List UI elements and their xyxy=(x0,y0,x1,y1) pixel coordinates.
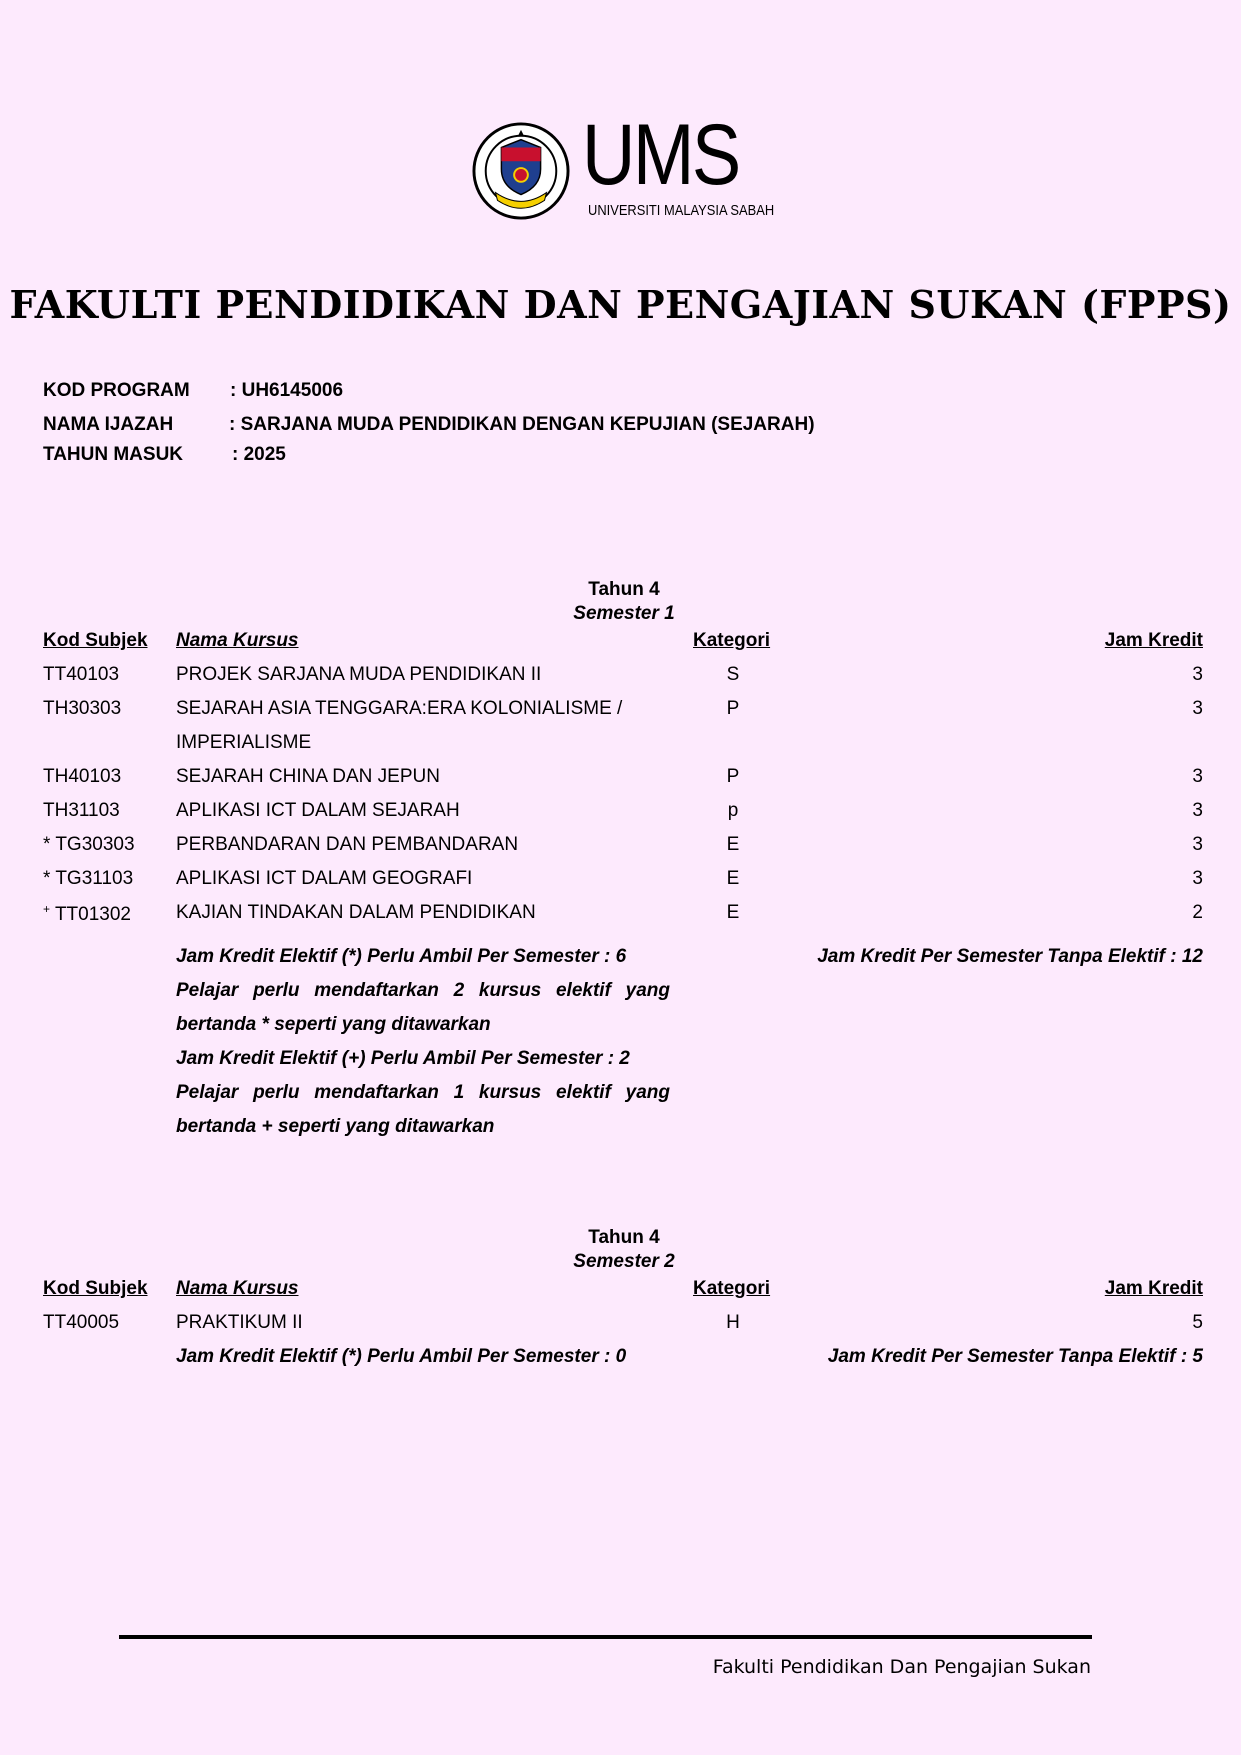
sem1-row-kod: * TG30303 xyxy=(43,834,135,855)
kod-program-value: : UH6145006 xyxy=(230,380,344,401)
sem1-row-nama: PERBANDARAN DAN PEMBANDARAN xyxy=(176,834,519,855)
sem1-row-kategori: S xyxy=(726,664,740,685)
sem1-row-kategori: E xyxy=(726,834,740,855)
sem1-row-jam: 3 xyxy=(1192,834,1203,855)
sem2-row-nama: PRAKTIKUM II xyxy=(176,1312,303,1333)
sem1-elective-star-instruction-cont: bertanda * seperti yang ditawarkan xyxy=(176,1014,491,1035)
sem1-tahun: Tahun 4 xyxy=(588,579,660,600)
ums-seal-icon xyxy=(472,122,570,220)
sem1-semester: Semester 1 xyxy=(573,603,675,624)
sem1-row-nama: SEJARAH CHINA DAN JEPUN xyxy=(176,766,440,787)
sem1-row-kod: * TG31103 xyxy=(43,868,134,889)
sem1-elective-plus-instruction: Pelajar perlu mendaftarkan 1 kursus elektif yang xyxy=(176,1082,670,1103)
col-kod-subjek: Kod Subjek xyxy=(43,1278,148,1299)
col-kategori: Kategori xyxy=(693,1278,771,1299)
col-jam-kredit: Jam Kredit xyxy=(1104,630,1203,651)
sem2-total-credit: Jam Kredit Per Semester Tanpa Elektif : 5 xyxy=(827,1346,1203,1367)
sem2-elective-star-credit: Jam Kredit Elektif (*) Perlu Ambil Per Semester : 0 xyxy=(176,1346,627,1367)
sem1-row-jam: 3 xyxy=(1192,766,1203,787)
col-kod-subjek: Kod Subjek xyxy=(43,630,148,651)
sem1-row-kategori: E xyxy=(726,902,740,923)
sem1-row-kod xyxy=(43,902,131,926)
sem1-row-kategori: p xyxy=(727,800,739,821)
sem1-row-nama-cont: IMPERIALISME xyxy=(176,732,312,753)
sem1-row-kategori: P xyxy=(726,698,740,719)
faculty-title: FAKULTI PENDIDIKAN DAN PENGAJIAN SUKAN (FPPS) xyxy=(9,282,1232,327)
tahun-masuk-value: : 2025 xyxy=(232,444,286,465)
ums-wordmark: UMS xyxy=(582,107,739,203)
col-nama-kursus: Nama Kursus xyxy=(176,630,299,651)
sem1-row-kod: TH40103 xyxy=(43,766,122,787)
university-name: UNIVERSITI MALAYSIA SABAH xyxy=(588,202,775,219)
sem1-row-jam: 3 xyxy=(1192,698,1203,719)
sem1-row-kategori: E xyxy=(726,868,740,889)
sem1-row-jam: 2 xyxy=(1192,902,1203,923)
sem1-elective-plus-instruction-cont: bertanda + seperti yang ditawarkan xyxy=(176,1116,495,1137)
kod-program-label: KOD PROGRAM xyxy=(43,380,190,401)
tahun-masuk-label: TAHUN MASUK xyxy=(43,444,184,465)
footer-divider xyxy=(119,1635,1092,1639)
nama-ijazah-label: NAMA IJAZAH xyxy=(43,414,174,435)
sem1-row-jam: 3 xyxy=(1192,800,1203,821)
sem1-total-credit: Jam Kredit Per Semester Tanpa Elektif : 12 xyxy=(817,946,1203,967)
footer-faculty: Fakulti Pendidikan Dan Pengajian Sukan xyxy=(712,1656,1091,1678)
sem1-row-jam: 3 xyxy=(1192,868,1203,889)
ums-logo xyxy=(472,107,782,220)
sem1-row-kod: TT40103 xyxy=(43,664,120,685)
col-kategori: Kategori xyxy=(693,630,771,651)
sem2-tahun: Tahun 4 xyxy=(588,1227,660,1248)
sem1-row-nama: APLIKASI ICT DALAM GEOGRAFI xyxy=(176,868,473,889)
nama-ijazah-value: : SARJANA MUDA PENDIDIKAN DENGAN KEPUJIAN (SEJARAH) xyxy=(229,414,815,435)
sem1-row-nama: SEJARAH ASIA TENGGARA:ERA KOLONIALISME / xyxy=(176,698,623,719)
sem1-row-kod: TH31103 xyxy=(43,800,120,821)
sem1-elective-star-credit: Jam Kredit Elektif (*) Perlu Ambil Per Semester : 6 xyxy=(176,946,627,967)
sem1-row-kod: TH30303 xyxy=(43,698,122,719)
sem2-row-jam: 5 xyxy=(1192,1312,1203,1333)
sem1-row-nama: KAJIAN TINDAKAN DALAM PENDIDIKAN xyxy=(176,902,536,923)
sem1-row-jam: 3 xyxy=(1192,664,1203,685)
sem1-row-nama: APLIKASI ICT DALAM SEJARAH xyxy=(176,800,460,821)
col-nama-kursus: Nama Kursus xyxy=(176,1278,299,1299)
sem2-semester: Semester 2 xyxy=(573,1251,675,1272)
sem2-row-kategori: H xyxy=(726,1312,740,1333)
sem2-row-kod: TT40005 xyxy=(43,1312,120,1333)
col-jam-kredit: Jam Kredit xyxy=(1104,1278,1203,1299)
sem1-elective-star-instruction: Pelajar perlu mendaftarkan 2 kursus elektif yang xyxy=(176,980,670,1001)
sem1-row-nama: PROJEK SARJANA MUDA PENDIDIKAN II xyxy=(176,664,542,685)
sem1-elective-plus-credit: Jam Kredit Elektif (+) Perlu Ambil Per Semester : 2 xyxy=(176,1048,630,1069)
sem1-row-kategori: P xyxy=(726,766,740,787)
sem1-row-kod-code: TT01302 xyxy=(54,904,131,925)
elective-plus-mark: + xyxy=(43,902,51,916)
